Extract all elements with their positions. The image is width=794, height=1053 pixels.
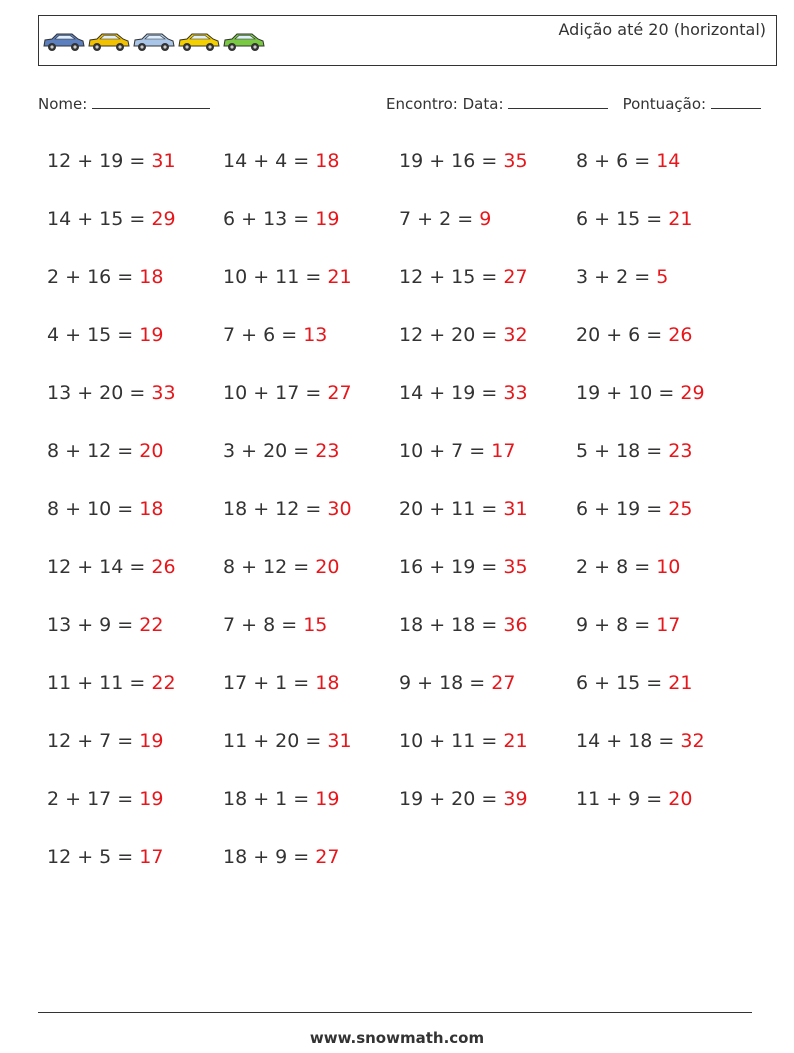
problem-item [399,668,576,726]
problem-item [399,552,576,610]
problem-item [576,320,752,378]
problem-item [223,146,399,204]
cars-illustration [42,31,272,53]
problem-item [47,146,223,204]
problem-question: 12 + 14 = [47,556,152,578]
problem-answer: 20 [668,788,693,810]
problem-item [223,610,399,668]
problem-item [47,436,223,494]
score-label: Pontuação: [622,95,707,113]
problem-question: 12 + 20 = [399,324,504,346]
problem-item [576,146,752,204]
problem-answer: 39 [503,788,528,810]
name-field [38,93,210,113]
problem-item [576,436,752,494]
problem-question: 2 + 8 = [576,556,657,578]
problem-item [223,494,399,552]
problem-answer: 31 [151,150,176,172]
problem-question: 18 + 9 = [223,846,316,868]
problem-answer: 14 [656,150,681,172]
problem-item [399,320,576,378]
problem-item [223,842,399,900]
car-icon [179,34,219,51]
problem-item [223,204,399,262]
problem-answer: 20 [139,440,164,462]
problem-question: 6 + 19 = [576,498,669,520]
problem-item [47,610,223,668]
problem-question: 10 + 11 = [399,730,504,752]
problem-answer: 32 [503,324,528,346]
problem-question: 6 + 15 = [576,672,669,694]
problem-question: 7 + 8 = [223,614,304,636]
problem-question: 5 + 18 = [576,440,669,462]
problem-item [399,262,576,320]
problem-answer: 10 [656,556,681,578]
problem-question: 20 + 6 = [576,324,669,346]
problem-question: 2 + 17 = [47,788,140,810]
problem-answer: 17 [139,846,164,868]
problem-item [576,668,752,726]
problem-answer: 18 [139,266,164,288]
problem-item [223,552,399,610]
problem-question: 18 + 12 = [223,498,328,520]
problem-item [47,378,223,436]
problem-item [47,668,223,726]
problem-answer: 26 [668,324,693,346]
name-blank[interactable] [92,93,210,109]
problem-question: 10 + 11 = [223,266,328,288]
problem-answer: 21 [668,208,693,230]
problem-item [47,320,223,378]
problem-answer: 17 [491,440,516,462]
problem-question: 7 + 6 = [223,324,304,346]
problem-question: 7 + 2 = [399,208,480,230]
footer-url: www.snowmath.com [309,1029,485,1047]
problem-answer: 26 [151,556,176,578]
problem-item [576,552,752,610]
problem-answer: 22 [151,672,176,694]
problem-answer: 33 [151,382,176,404]
problem-item [399,726,576,784]
problem-item [47,262,223,320]
problem-item [576,494,752,552]
problem-question: 3 + 20 = [223,440,316,462]
problem-item [576,204,752,262]
problem-question: 8 + 10 = [47,498,140,520]
problem-answer: 15 [303,614,328,636]
problem-answer: 13 [303,324,328,346]
problem-item [576,262,752,320]
problem-question: 19 + 16 = [399,150,504,172]
problem-answer: 36 [503,614,528,636]
problem-answer: 18 [315,672,340,694]
problem-question: 8 + 6 = [576,150,657,172]
problem-question: 18 + 1 = [223,788,316,810]
problem-item [399,378,576,436]
date-blank[interactable] [508,93,608,109]
problem-answer: 25 [668,498,693,520]
problem-question: 9 + 18 = [399,672,492,694]
problem-item [47,784,223,842]
problem-item [223,784,399,842]
problem-item [399,146,576,204]
problem-answer: 31 [503,498,528,520]
problem-item [576,726,752,784]
problem-answer: 21 [668,672,693,694]
problem-item [399,610,576,668]
problem-answer: 20 [315,556,340,578]
problem-answer: 9 [479,208,492,230]
problem-question: 14 + 18 = [576,730,681,752]
problem-item [223,320,399,378]
problem-item [47,552,223,610]
problem-question: 12 + 19 = [47,150,152,172]
problem-answer: 35 [503,556,528,578]
problem-answer: 30 [327,498,352,520]
problem-answer: 33 [503,382,528,404]
problem-answer: 27 [503,266,528,288]
problem-question: 11 + 20 = [223,730,328,752]
problem-answer: 35 [503,150,528,172]
problem-question: 6 + 15 = [576,208,669,230]
problem-item [223,436,399,494]
problem-answer: 23 [668,440,693,462]
problem-item [223,378,399,436]
name-label: Nome: [38,95,88,113]
problem-grid [47,146,752,900]
problem-item [47,842,223,900]
car-icon [134,34,174,51]
problem-answer: 29 [680,382,705,404]
problem-question: 11 + 11 = [47,672,152,694]
problem-item [399,494,576,552]
problem-question: 11 + 9 = [576,788,669,810]
problem-question: 20 + 11 = [399,498,504,520]
problem-item [223,262,399,320]
problem-item [47,204,223,262]
score-blank[interactable] [711,93,761,109]
problem-item [47,494,223,552]
car-icon [44,34,84,51]
problem-answer: 18 [315,150,340,172]
problem-item [399,204,576,262]
problem-item [399,784,576,842]
problem-answer: 18 [139,498,164,520]
problem-question: 13 + 20 = [47,382,152,404]
problem-answer: 32 [680,730,705,752]
footer-divider [38,1012,752,1013]
problem-question: 6 + 13 = [223,208,316,230]
car-icon [224,34,264,51]
problem-item [223,726,399,784]
problem-answer: 19 [139,324,164,346]
problem-answer: 21 [503,730,528,752]
problem-question: 19 + 10 = [576,382,681,404]
problem-item [576,784,752,842]
problem-item [576,378,752,436]
problem-item [399,436,576,494]
problem-item [576,610,752,668]
problem-answer: 17 [656,614,681,636]
encounter-score-fields [386,93,761,113]
problem-answer: 21 [327,266,352,288]
problem-question: 13 + 9 = [47,614,140,636]
problem-answer: 31 [327,730,352,752]
problem-answer: 27 [327,382,352,404]
problem-answer: 19 [315,208,340,230]
encounter-date-label: Encontro: Data: [386,95,504,113]
problem-answer: 23 [315,440,340,462]
worksheet-title: Adição até 20 (horizontal) [558,20,766,39]
problem-question: 12 + 5 = [47,846,140,868]
problem-question: 14 + 19 = [399,382,504,404]
problem-question: 17 + 1 = [223,672,316,694]
problem-answer: 19 [139,788,164,810]
problem-item [47,726,223,784]
problem-answer: 5 [656,266,669,288]
problem-question: 18 + 18 = [399,614,504,636]
problem-question: 3 + 2 = [576,266,657,288]
problem-answer: 27 [315,846,340,868]
problem-question: 14 + 15 = [47,208,152,230]
problem-answer: 27 [491,672,516,694]
problem-question: 12 + 7 = [47,730,140,752]
worksheet-header [38,15,777,66]
problem-answer: 19 [139,730,164,752]
problem-question: 12 + 15 = [399,266,504,288]
problem-question: 10 + 7 = [399,440,492,462]
problem-question: 14 + 4 = [223,150,316,172]
problem-answer: 22 [139,614,164,636]
car-icon [89,34,129,51]
problem-question: 10 + 17 = [223,382,328,404]
problem-answer: 29 [151,208,176,230]
problem-question: 2 + 16 = [47,266,140,288]
problem-item [223,668,399,726]
problem-question: 19 + 20 = [399,788,504,810]
problem-question: 8 + 12 = [223,556,316,578]
problem-question: 16 + 19 = [399,556,504,578]
problem-question: 9 + 8 = [576,614,657,636]
problem-question: 4 + 15 = [47,324,140,346]
problem-question: 8 + 12 = [47,440,140,462]
problem-answer: 19 [315,788,340,810]
